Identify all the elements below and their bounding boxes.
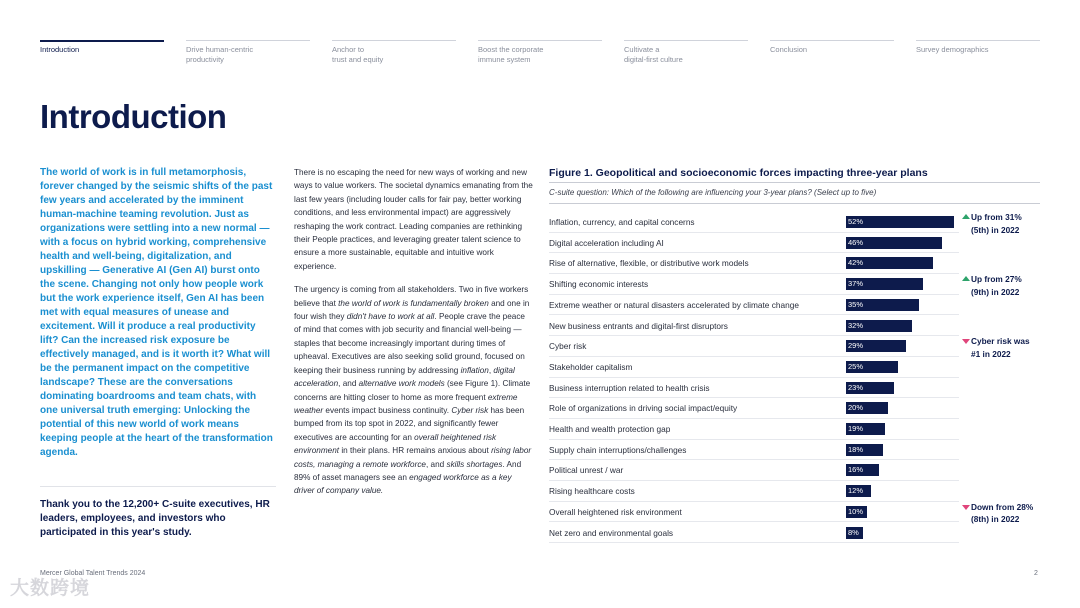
chart-row bbox=[549, 212, 959, 233]
chart-row bbox=[549, 295, 959, 316]
chart-bar bbox=[846, 382, 894, 394]
watermark-logo: 大数跨境 bbox=[10, 578, 91, 599]
nav-tab-label: Anchor to bbox=[332, 45, 365, 54]
nav-tab-label: Boost the corporate bbox=[478, 45, 544, 54]
nav-tab-label: Conclusion bbox=[770, 45, 808, 54]
chart-bar bbox=[846, 320, 912, 332]
category-label: Business interruption related to health crisis bbox=[549, 382, 710, 393]
page-number: 2 bbox=[1034, 570, 1038, 577]
chart-row bbox=[549, 357, 959, 378]
bar-value-label: 37% bbox=[848, 279, 864, 289]
category-label: Overall heightened risk environment bbox=[549, 506, 682, 517]
body-paragraph-1: There is no escaping the need for new ways of working and new ways to value workers. The societal dynamics emanating from the last few years (including louder calls for fair pay, better working conditions, and less environmental impact) are aggressively reshaping the work contract. Leading companies are rethinking their People practices, and leveraging greater talent science to ensure a more sustainable, equitable and intuitive work experience. bbox=[294, 168, 533, 271]
chart-bar bbox=[846, 216, 954, 228]
chart-bar bbox=[846, 506, 867, 518]
body-paragraph-2 bbox=[294, 283, 534, 498]
chart-row bbox=[549, 336, 959, 357]
emphasis-text: extreme weather bbox=[294, 392, 518, 415]
annotation-text: Cyber risk was #1 in 2022 bbox=[971, 336, 1030, 359]
bar-value-label: 19% bbox=[848, 424, 864, 433]
category-label: Role of organizations in driving social impact/equity bbox=[549, 403, 738, 414]
row-separator bbox=[549, 542, 959, 543]
chart-bar bbox=[846, 527, 863, 539]
thanks-paragraph: Thank you to the 12,200+ C-suite executives, HR leaders, employees, and investors who participated in this year's study. bbox=[40, 499, 270, 538]
emphasis-text: the world of work is fundamentally broken bbox=[338, 298, 489, 308]
chart-row bbox=[549, 523, 959, 544]
category-label: Rising healthcare costs bbox=[549, 486, 635, 497]
category-label: New business entrants and digital-first disruptors bbox=[549, 320, 728, 331]
chart-bar bbox=[846, 299, 919, 311]
triangle-down-icon bbox=[962, 339, 970, 344]
category-label: Net zero and environmental goals bbox=[549, 527, 674, 538]
bar-value-label: 25% bbox=[848, 361, 864, 371]
chart-row bbox=[549, 253, 959, 274]
category-label: Rise of alternative, flexible, or distributive work models bbox=[549, 258, 749, 269]
nav-tab-7[interactable] bbox=[916, 40, 1040, 55]
chart-bar bbox=[846, 257, 933, 269]
bar-value-label: 12% bbox=[848, 486, 864, 496]
body-text: , and bbox=[425, 459, 447, 469]
bar-value-label: 18% bbox=[848, 444, 864, 454]
category-label: Extreme weather or natural disasters accelerated by climate change bbox=[549, 299, 799, 310]
triangle-up-icon bbox=[962, 214, 970, 219]
bar-value-label: 32% bbox=[848, 320, 864, 330]
body-column bbox=[294, 166, 534, 498]
chart-bar bbox=[846, 361, 898, 373]
body-text: , bbox=[488, 365, 494, 375]
chart-bar bbox=[846, 444, 883, 456]
chart-annotation bbox=[960, 273, 1040, 298]
body-text: . And 89% of asset managers see an bbox=[294, 459, 522, 482]
body-text: (see Figure 1). Climate concerns are hitting closer to home as more frequent bbox=[294, 379, 531, 402]
category-label: Health and wealth protection gap bbox=[549, 424, 671, 434]
chart-annotation bbox=[960, 501, 1040, 526]
bar-value-label: 35% bbox=[848, 299, 864, 309]
nav-tab-5[interactable] bbox=[624, 40, 748, 65]
nav-tab-3[interactable] bbox=[332, 40, 456, 65]
category-label: Stakeholder capitalism bbox=[549, 361, 633, 372]
chart-bar bbox=[846, 485, 871, 497]
figure-subtitle: C-suite question: Which of the following are influencing your 3-year plans? (Select up to five) bbox=[549, 188, 877, 197]
body-text: in their plans. HR remains anxious about bbox=[339, 446, 492, 456]
category-label: Supply chain interruptions/challenges bbox=[549, 444, 687, 455]
nav-tab-2[interactable] bbox=[186, 40, 310, 65]
lead-divider bbox=[40, 486, 276, 487]
emphasis-text: skills shortages bbox=[446, 459, 503, 469]
figure-rule-2 bbox=[549, 203, 1040, 204]
category-label: Digital acceleration including AI bbox=[549, 237, 664, 248]
chart-row bbox=[549, 274, 959, 295]
emphasis-text: didn't have to work at all bbox=[346, 312, 435, 322]
chart-row bbox=[549, 233, 959, 254]
chart-row bbox=[549, 481, 959, 502]
chart-row bbox=[549, 502, 959, 523]
emphasis-text: digital acceleration bbox=[294, 365, 515, 389]
nav-tab-label: digital-first culture bbox=[624, 55, 683, 64]
nav-tab-label: Introduction bbox=[40, 45, 80, 54]
annotation-text: Up from 27% (9th) in 2022 bbox=[971, 274, 1022, 297]
bar-value-label: 29% bbox=[848, 341, 864, 351]
chart-row bbox=[549, 316, 959, 337]
chart-row bbox=[549, 419, 959, 440]
chart-row bbox=[549, 378, 959, 399]
nav-tab-label: Survey demographics bbox=[916, 45, 989, 54]
body-text: has been bumped from its top spot in 2022, and significantly fewer executives are accounting for an bbox=[294, 405, 525, 442]
lead-paragraph: The world of work is in full metamorphosis, forever changed by the seismic shifts of the past few years and accelerated by the imminent human-machine teaming revolution. Just as organizations were settling into a new normal — with a focus on hybrid working, comprehensive health and well-being, digitalization, and upskilling — Generative AI (Gen AI) burst onto the scene. Changing not only how people work but the work experience itself, Gen AI has been met with equal measures of unease and excitement. Will it produce a real productivity lift? Can the increased risk exposure be effectively managed, and is it worth it? What will be the permanent impact on the competitive landscape? These are the conversations dominating boardrooms and team chats, with one universal truth emerging: Unlocking the potential of this new world of work means keeping people at the heart of the transformation agenda. bbox=[40, 167, 273, 458]
figure-title: Figure 1. Geopolitical and socioeconomic forces impacting three-year plans bbox=[549, 167, 928, 179]
nav-tab-1[interactable] bbox=[40, 40, 164, 55]
nav-tab-label: immune system bbox=[478, 55, 531, 64]
body-text: The urgency is coming from all stakeholders. Two in five workers believe that bbox=[294, 285, 529, 308]
bar-value-label: 52% bbox=[848, 217, 864, 226]
bar-value-label: 10% bbox=[848, 506, 864, 516]
bar-value-label: 46% bbox=[848, 237, 864, 247]
annotation-text: Up from 31% (5th) in 2022 bbox=[971, 212, 1022, 235]
footer-source: Mercer Global Talent Trends 2024 bbox=[40, 570, 146, 577]
chart-bar bbox=[846, 402, 888, 414]
nav-tab-4[interactable] bbox=[478, 40, 602, 65]
category-label: Cyber risk bbox=[549, 341, 587, 352]
bar-chart bbox=[549, 212, 1040, 544]
bar-value-label: 16% bbox=[848, 465, 864, 475]
chart-bar bbox=[846, 237, 942, 249]
section-nav bbox=[40, 40, 1040, 70]
category-label: Political unrest / war bbox=[549, 465, 624, 476]
triangle-down-icon bbox=[962, 505, 970, 510]
chart-bar bbox=[846, 278, 923, 290]
bar-value-label: 23% bbox=[848, 382, 864, 392]
nav-tab-6[interactable] bbox=[770, 40, 894, 55]
emphasis-text: overall heightened risk environment bbox=[294, 432, 497, 456]
nav-tab-label: trust and equity bbox=[332, 55, 384, 64]
body-text: and one in four wish they bbox=[294, 298, 530, 322]
body-text: . People crave the peace of mind that comes with job security and financial well-being — staples that become increasingly important during times of upheaval. Executives are also seeking solid ground, focused on keeping their business running by addressing bbox=[294, 312, 525, 375]
chart-annotation bbox=[960, 211, 1040, 236]
emphasis-text: engaged workforce as a key driver of company value. bbox=[294, 472, 512, 496]
chart-bar bbox=[846, 423, 885, 435]
emphasis-text: inflation bbox=[460, 365, 489, 375]
nav-tab-label: Cultivate a bbox=[624, 45, 660, 54]
chart-bar bbox=[846, 340, 906, 352]
figure-rule bbox=[549, 182, 1040, 183]
category-label: Inflation, currency, and capital concerns bbox=[549, 217, 695, 227]
bar-value-label: 8% bbox=[848, 527, 859, 537]
nav-tab-label: productivity bbox=[186, 55, 224, 64]
emphasis-text: alternative work models bbox=[358, 379, 445, 389]
chart-row bbox=[549, 460, 959, 481]
chart-row bbox=[549, 440, 959, 461]
chart-bar bbox=[846, 464, 879, 476]
annotation-text: Down from 28% (8th) in 2022 bbox=[971, 501, 1034, 525]
body-text: , and bbox=[338, 379, 359, 389]
page-title: Introduction bbox=[40, 98, 227, 135]
body-text: events impact business continuity. bbox=[323, 405, 452, 415]
nav-tab-label: Drive human-centric bbox=[186, 45, 254, 54]
emphasis-text: Cyber risk bbox=[451, 405, 489, 415]
bar-value-label: 20% bbox=[848, 403, 864, 413]
emphasis-text: rising labor costs, managing a remote workforce bbox=[294, 446, 532, 469]
chart-row bbox=[549, 398, 959, 419]
chart-annotation bbox=[960, 335, 1040, 360]
category-label: Shifting economic interests bbox=[549, 279, 649, 290]
bar-value-label: 42% bbox=[848, 258, 864, 268]
triangle-up-icon bbox=[962, 276, 970, 281]
